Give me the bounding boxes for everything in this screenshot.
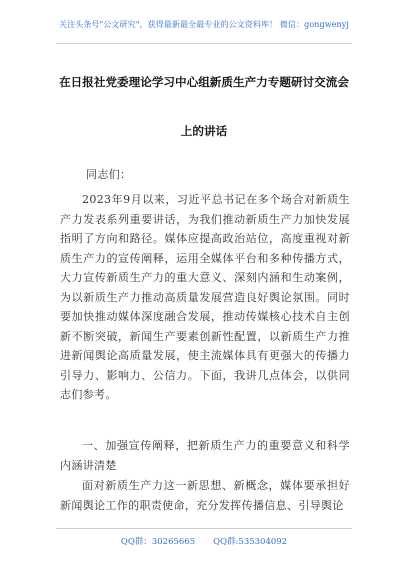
section-heading-1: 一、加强宣传阐释，把新质生产力的重要意义和科学内涵讲清楚 xyxy=(60,439,350,472)
salutation: 同志们： xyxy=(86,168,132,181)
header-divider xyxy=(56,43,352,44)
footer-divider xyxy=(56,528,352,529)
footer xyxy=(0,535,408,547)
footer-qq-group-2: QQ群:535304092 xyxy=(213,537,288,547)
body-paragraph-2: 面对新质生产力这一新思想、新概念，媒体要承担好新闻舆论工作的职责使命，充分发挥传播信息、引导舆论 xyxy=(60,479,350,512)
document-title: 在日报社党委理论学习中心组新质生产力专题研讨交流会 xyxy=(59,75,349,89)
body-paragraph-1: 2023年9月以来，习近平总书记在多个场合对新质生产力发表系列重要讲话，为我们推动新质生产力加快发展指明了方向和路径。媒体应提高政治站位，高度重视对新质生产力的宣传阐释，运用全媒体平台和多种传播方式，大力宣传新质生产力的重大意义、深刻内涵和生动案例，为以新质生产力推动高质量发展营造良好舆论氛围。同时要加快推动媒体深度融合发展，推动传媒核心技术自主创新不断突破，新闻生产要素创新性配置，以新质生产力推进新闻舆论高质量发展，使主流媒体具有更强大的传播力引导力、影响力、公信力。下面，我讲几点体会，以供同志们参考。 xyxy=(60,193,350,401)
footer-qq-group-1: QQ群：30265665 xyxy=(120,537,196,547)
header-note: 关注头条号"公文研究"，获得最新最全最专业的公文资料库！ 微信：gongwenyj xyxy=(59,20,349,29)
document-title-continued: 上的讲话 xyxy=(180,124,228,138)
